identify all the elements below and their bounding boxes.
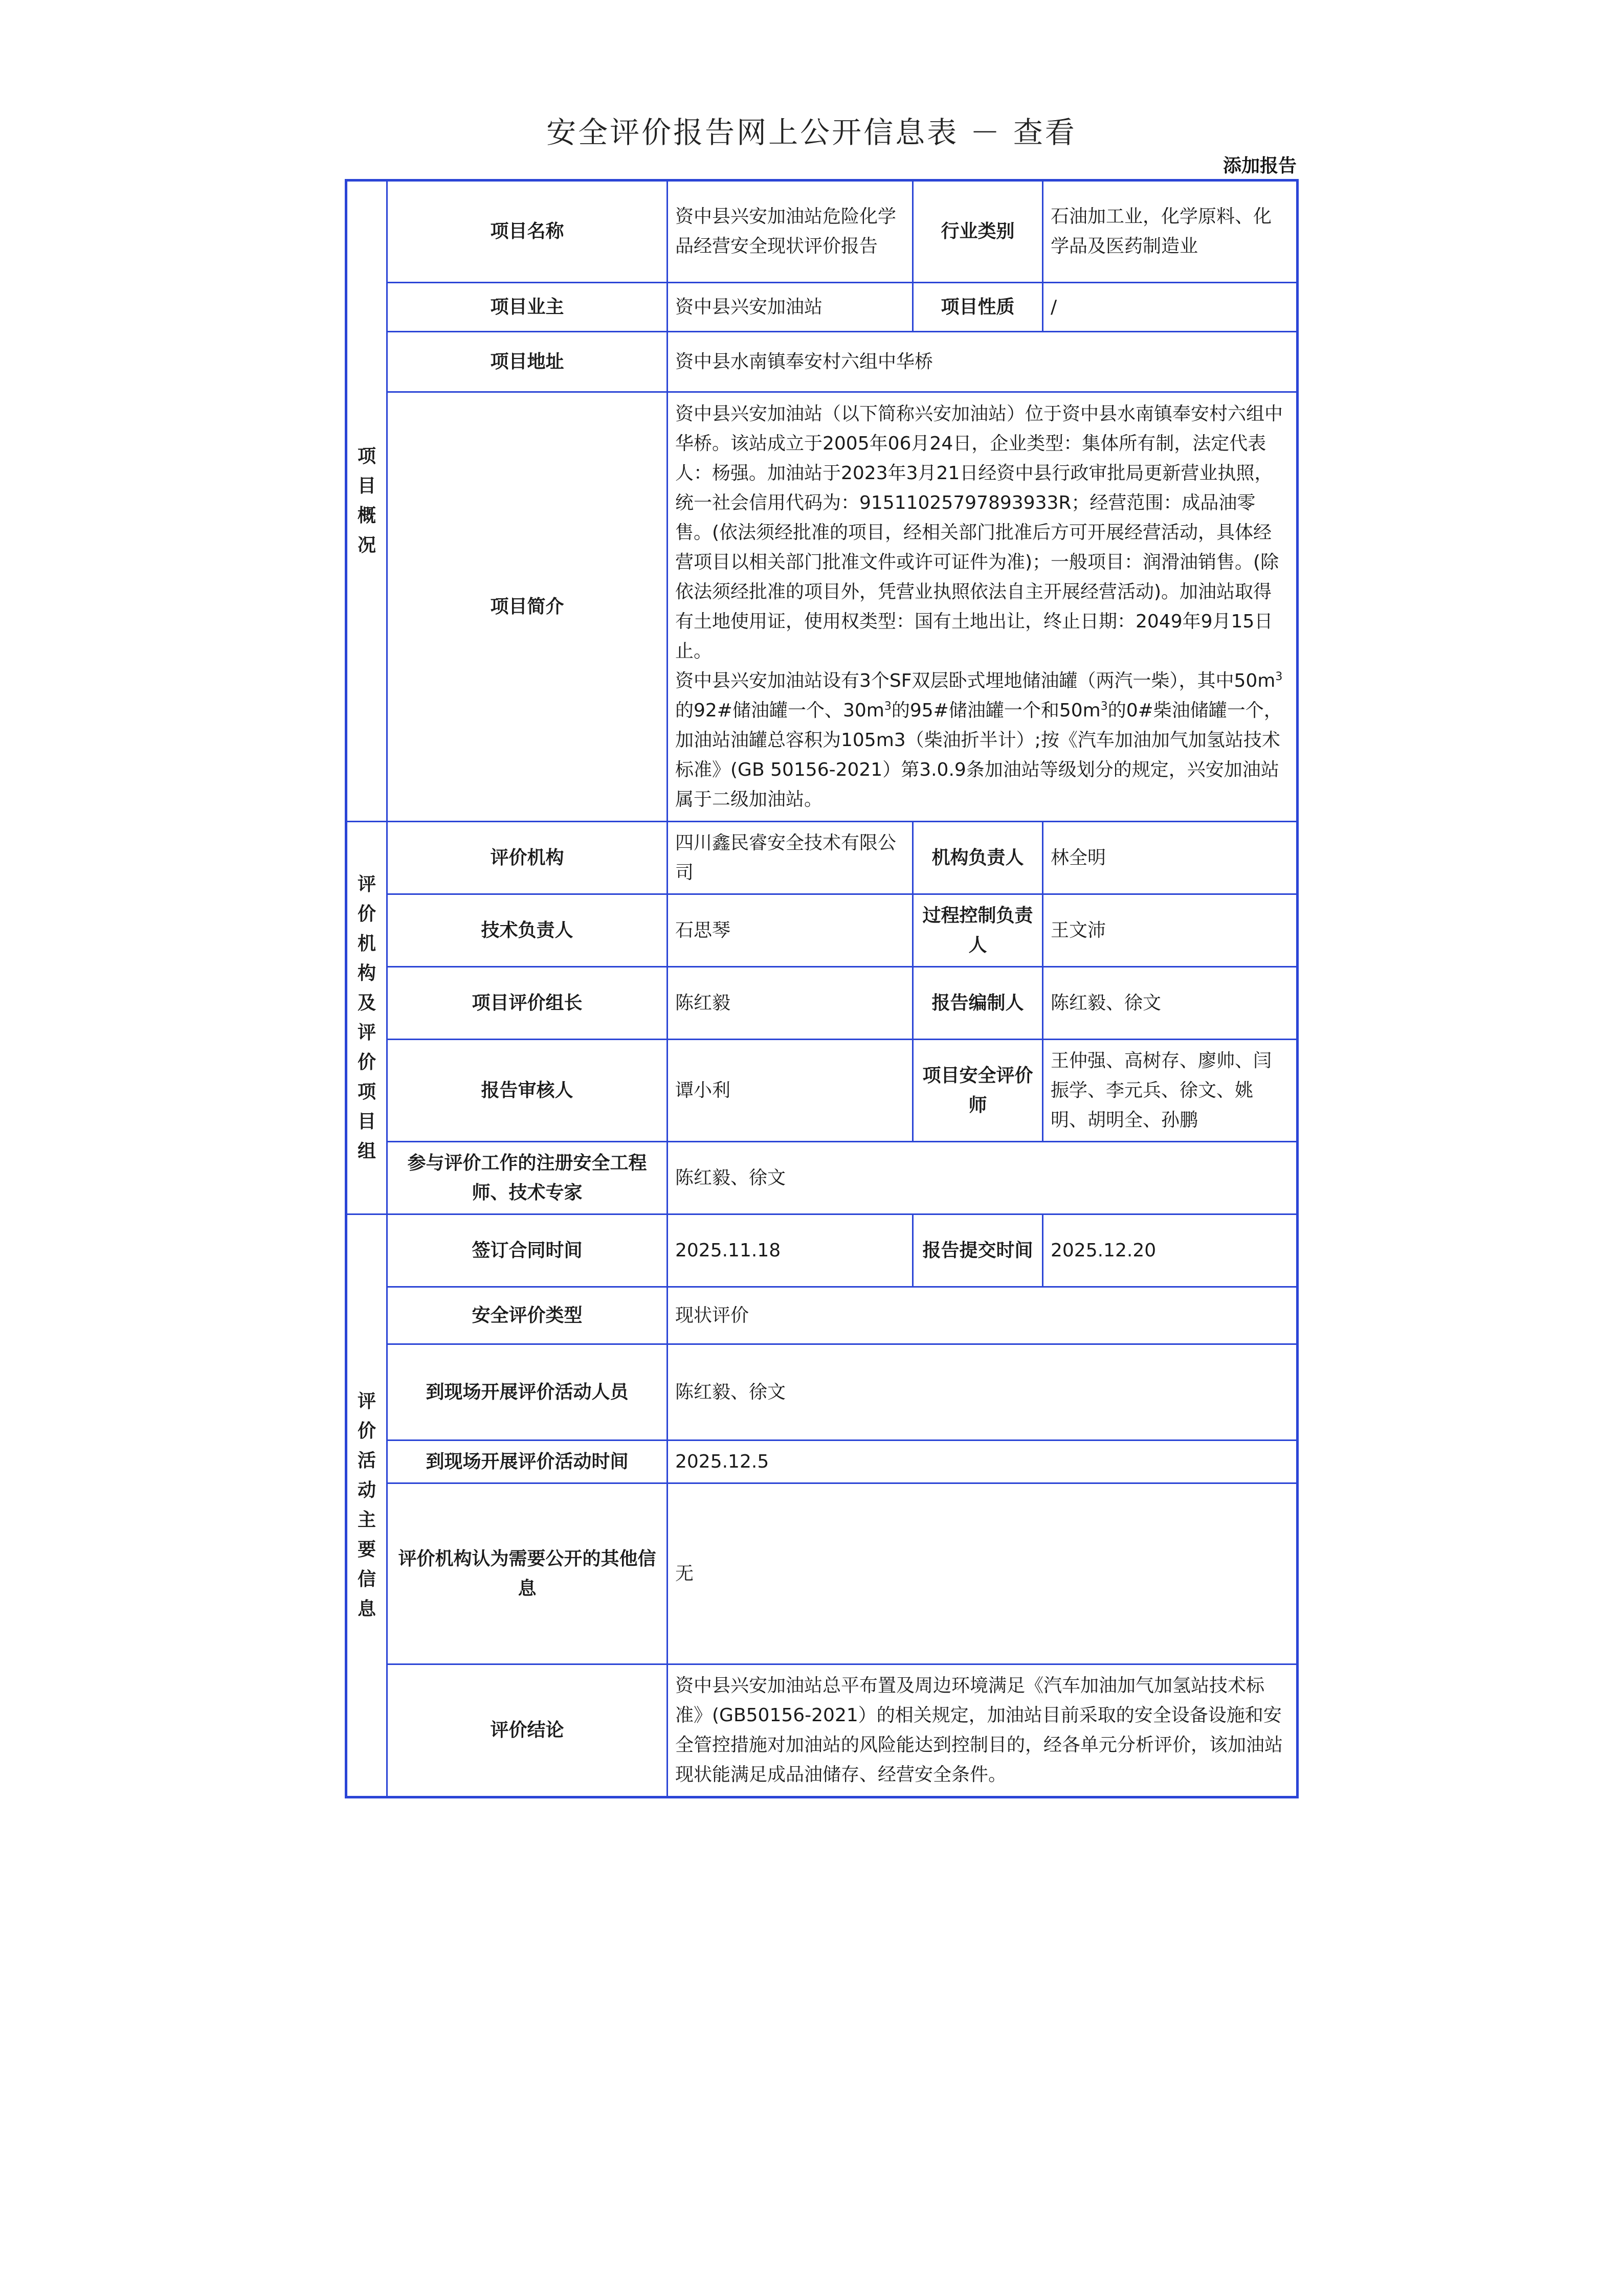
contract-label: 签订合同时间: [387, 1214, 668, 1287]
section-overview: 项目概况: [346, 181, 387, 822]
other-info: 无: [668, 1483, 1298, 1664]
process-label: 过程控制负责人: [913, 894, 1043, 967]
submit-label: 报告提交时间: [913, 1214, 1043, 1287]
engineers: 陈红毅、徐文: [668, 1142, 1298, 1214]
leader-label: 项目评价组长: [387, 967, 668, 1040]
intro-paragraph-1: 资中县兴安加油站（以下简称兴安加油站）位于资中县水南镇奉安村六组中华桥。该站成立于2005年06月24日，企业类型：集体所有制，法定代表人：杨强。加油站于2023年3月21日经资中县行政审批局更新营业执照，统一社会信用代码为：91511025797893933R；经营范围：成品油零售。(依法须经批准的项目，经相关部门批准后方可开展经营活动，具体经营项目以相关部门批准文件或许可证件为准)；一般项目：润滑油销售。(除依法须经批准的项目外，凭营业执照依法自主开展经营活动)。加油站取得有土地使用证，使用权类型：国有土地出让，终止日期：2049年9月15日止。: [675, 403, 1283, 662]
org-head-label: 机构负责人: [913, 822, 1043, 894]
author-label: 报告编制人: [913, 967, 1043, 1040]
project-name: 资中县兴安加油站危险化学品经营安全现状评价报告: [668, 181, 913, 283]
engineers-label: 参与评价工作的注册安全工程师、技术专家: [387, 1142, 668, 1214]
author: 陈红毅、徐文: [1043, 967, 1298, 1040]
onsite-time: 2025.12.5: [668, 1440, 1298, 1483]
tech-label: 技术负责人: [387, 894, 668, 967]
assessor-label: 项目安全评价师: [913, 1040, 1043, 1142]
org-head: 林全明: [1043, 822, 1298, 894]
section-activity: 评价活动主要信息: [346, 1214, 387, 1797]
conclusion: 资中县兴安加油站总平布置及周边环境满足《汽车加油加气加氢站技术标准》(GB50156-2021）的相关规定，加油站目前采取的安全设备设施和安全管控措施对加油站的风险能达到控制目的，经各单元分析评价，该加油站现状能满足成品油储存、经营安全条件。: [668, 1664, 1298, 1797]
page-title: 安全评价报告网上公开信息表 － 查看: [546, 115, 1077, 150]
industry-label: 行业类别: [913, 181, 1043, 283]
owner: 资中县兴安加油站: [668, 283, 913, 332]
section-agency: 评价机构及评价项目组: [346, 822, 387, 1214]
org-label: 评价机构: [387, 822, 668, 894]
address: 资中县水南镇奉安村六组中华桥: [668, 332, 1298, 392]
info-table: [345, 179, 1299, 1798]
onsite-time-label: 到现场开展评价活动时间: [387, 1440, 668, 1483]
intro-label: 项目简介: [387, 392, 668, 822]
nature: /: [1043, 283, 1298, 332]
leader: 陈红毅: [668, 967, 913, 1040]
process: 王文沛: [1043, 894, 1298, 967]
nature-label: 项目性质: [913, 283, 1043, 332]
assessor: 王仲强、高树存、廖帅、闫振学、李元兵、徐文、姚明、胡明全、孙鹏: [1043, 1040, 1298, 1142]
other-label: 评价机构认为需要公开的其他信息: [387, 1483, 668, 1664]
intro-paragraph-2: 资中县兴安加油站设有3个SF双层卧式埋地储油罐（两汽一柴），其中$50m^3$的92#储油罐一个、$30m^3$的95#储油罐一个和$50m^3$的0#柴油储罐一个，加油站油罐总容积为105m3（柴油折半计）;按《汽车加油加气加氢站技术标准》(GB 50156-2021）第3.0.9条加油站等级划分的规定，兴安加油站属于二级加油站。: [675, 670, 1283, 810]
tech: 石思琴: [668, 894, 913, 967]
owner-label: 项目业主: [387, 283, 668, 332]
submit-date: 2025.12.20: [1043, 1214, 1298, 1287]
add-report-link[interactable]: 添加报告: [1222, 155, 1297, 176]
conclusion-label: 评价结论: [387, 1664, 668, 1797]
type-label: 安全评价类型: [387, 1287, 668, 1344]
contract-date: 2025.11.18: [668, 1214, 913, 1287]
project-name-label: 项目名称: [387, 181, 668, 283]
industry: 石油加工业，化学原料、化学品及医药制造业: [1043, 181, 1298, 283]
eval-type: 现状评价: [668, 1287, 1298, 1344]
reviewer-label: 报告审核人: [387, 1040, 668, 1142]
address-label: 项目地址: [387, 332, 668, 392]
reviewer: 谭小利: [668, 1040, 913, 1142]
onsite-staff: 陈红毅、徐文: [668, 1344, 1298, 1440]
onsite-staff-label: 到现场开展评价活动人员: [387, 1344, 668, 1440]
project-intro: [668, 392, 1298, 822]
org: 四川鑫民睿安全技术有限公司: [668, 822, 913, 894]
